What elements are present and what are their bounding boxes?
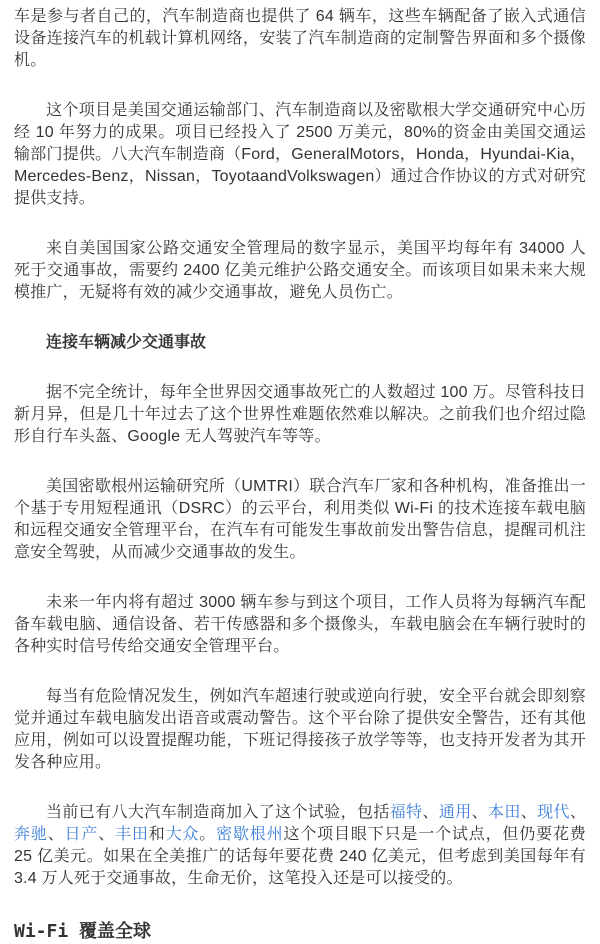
inline-link[interactable]: 现代 [537, 804, 570, 821]
inline-link[interactable]: 日产 [64, 826, 99, 843]
text-run: 、 [47, 826, 65, 843]
inline-link[interactable]: 通用 [438, 804, 472, 821]
inline-link[interactable]: 本田 [487, 804, 521, 821]
inline-link[interactable]: 福特 [389, 804, 423, 821]
paragraph-world-statistics: 据不完全统计，每年全世界因交通事故死亡的人数超过 100 万。尽管科技日新月异，但是几十年过去了这个世界性难题依然难以解决。之前我们也介绍过隐形自行车头盔、Google 无人驾驶汽车等等。 [14, 384, 586, 445]
inline-link[interactable]: 密歇根州 [216, 826, 284, 843]
section-heading-wifi-global: Wi-Fi 覆盖全球 [14, 921, 152, 942]
paragraph-project-background: 这个项目是美国交通运输部门、汽车制造商以及密歇根大学交通研究中心历经 10 年努力的成果。项目已经投入了 2500 万美元，80%的资金由美国交通运输部门提供。八大汽车制造商（Ford，GeneralMotors，Honda，Hyundai-Kia，Mercedes-Benz，Nissan，ToyotaandVolkswagen）通过合作协议的方式对研究提供支持。 [14, 102, 586, 207]
text-run: 、 [422, 804, 439, 821]
text-run: 、 [520, 804, 538, 821]
paragraph-3000-vehicles: 未来一年内将有超过 3000 辆车参与到这个项目，工作人员将为每辆汽车配备车载电脑、通信设备、若干传感器和多个摄像头，车载电脑会在车辆行驶时的各种实时信号传给交通安全管理平台。 [14, 594, 586, 655]
paragraph-manufacturers-links [14, 802, 586, 890]
paragraph-continuation: 车是参与者自己的，汽车制造商也提供了 64 辆车，这些车辆配备了嵌入式通信设备连接汽车的机载计算机网络，安装了汽车制造商的定制警告界面和多个摄像机。 [14, 8, 586, 69]
text-run: 和 [148, 826, 166, 843]
inline-link[interactable]: 丰田 [115, 826, 149, 843]
text-run: 当前已有八大汽车制造商加入了这个试验，包括 [46, 804, 390, 821]
text-run: 、 [471, 804, 488, 821]
text-run: 。 [199, 826, 217, 843]
paragraph-nhtsa-statistics: 来自美国国家公路交通安全管理局的数字显示，美国平均每年有 34000 人死于交通事故，需要约 2400 亿美元维护公路交通安全。而该项目如果未来大规模推广，无疑将有效的减少交通事故，避免人员伤亡。 [14, 240, 586, 301]
paragraph-umtri-platform: 美国密歇根州运输研究所（UMTRI）联合汽车厂家和各种机构，准备推出一个基于专用短程通讯（DSRC）的云平台，利用类似 Wi-Fi 的技术连接车载电脑和远程交通安全管理平台，在汽车有可能发生事故前发出警告信息，提醒司机注意安全驾驶，从而减少交通事故的发生。 [14, 478, 586, 561]
text-run: 这个项目眼下只是一个试点，但仍要花费 25 亿美元。如果在全美推广的话每年要花费 240 亿美元，但考虑到美国每年有 3.4 万人死于交通事故，生命无价，这笔投入还是可以接受的。 [14, 826, 586, 887]
inline-link[interactable]: 奔驰 [14, 826, 48, 843]
section-heading-connected-vehicles: 连接车辆减少交通事故 [46, 334, 207, 351]
text-run: 、 [98, 826, 116, 843]
inline-link[interactable]: 大众 [165, 826, 200, 843]
text-run: 、 [569, 804, 587, 821]
paragraph-warning-system: 每当有危险情况发生，例如汽车超速行驶或逆向行驶，安全平台就会即刻察觉并通过车载电脑发出语音或震动警告。这个平台除了提供安全警告，还有其他应用，例如可以设置提醒功能，下班记得接孩子放学等等，也支持开发者为其开发各种应用。 [14, 688, 586, 771]
